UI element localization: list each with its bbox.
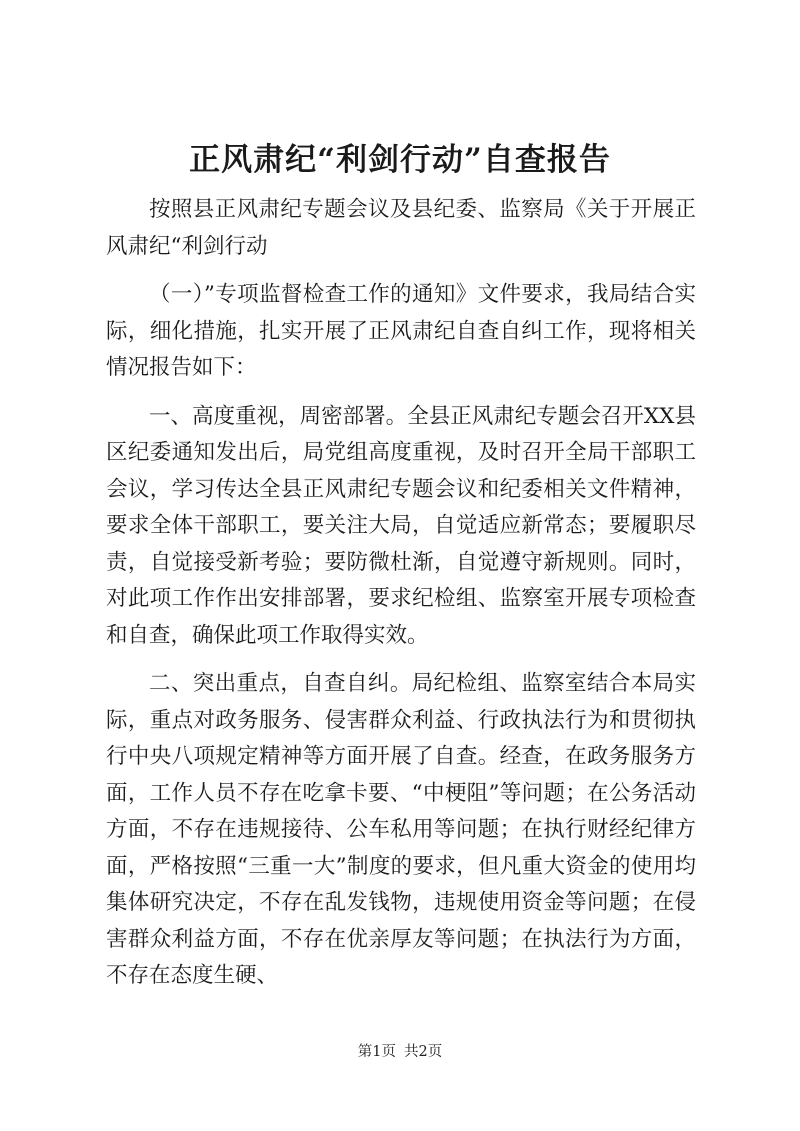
page-total: 共2页 (404, 1044, 443, 1060)
document-body (106, 192, 696, 995)
paragraph-section-two: 二、突出重点，自查自纠。局纪检组、监察室结合本局实际，重点对政务服务、侵害群众利益、行政执法行为和贯彻执行中央八项规定精神等方面开展了自查。经查，在政务服务方面，工作人员不存在吃拿卡要、“中梗阻”等问题；在公务活动方面，不存在违规接待、公车私用等问题；在执行财经纪律方面，严格按照“三重一大”制度的要求，但凡重大资金的使用均集体研究决定，不存在乱发钱物，违规使用资金等问题；在侵害群众利益方面，不存在优亲厚友等问题；在执法行为方面，不存在态度生硬、 (106, 671, 696, 988)
page-number: 第1页 (357, 1044, 396, 1060)
paragraph-section-one: 一、高度重视，周密部署。全县正风肃纪专题会召开XX县区纪委通知发出后，局党组高度重视，及时召开全局干部职工会议，学习传达全县正风肃纪专题会议和纪委相关文件精神，要求全体干部职工，要关注大局，自觉适应新常态；要履职尽责，自觉接受新考验；要防微杜渐，自觉遵守新规则。同时，对此项工作作出安排部署，要求纪检组、监察室开展专项检查和自查，确保此项工作取得实效。 (106, 403, 696, 648)
document-title: 正风肃纪“利剑行动”自查报告 (189, 142, 611, 178)
page-footer (0, 1042, 800, 1062)
paragraph-intro: 按照县正风肃纪专题会议及县纪委、监察局《关于开展正风肃纪“利剑行动 (106, 197, 696, 259)
paragraph-notice: （一）”专项监督检查工作的通知》文件要求，我局结合实际，细化措施，扎实开展了正风肃纪自查自纠工作，现将相关情况报告如下： (106, 282, 696, 380)
